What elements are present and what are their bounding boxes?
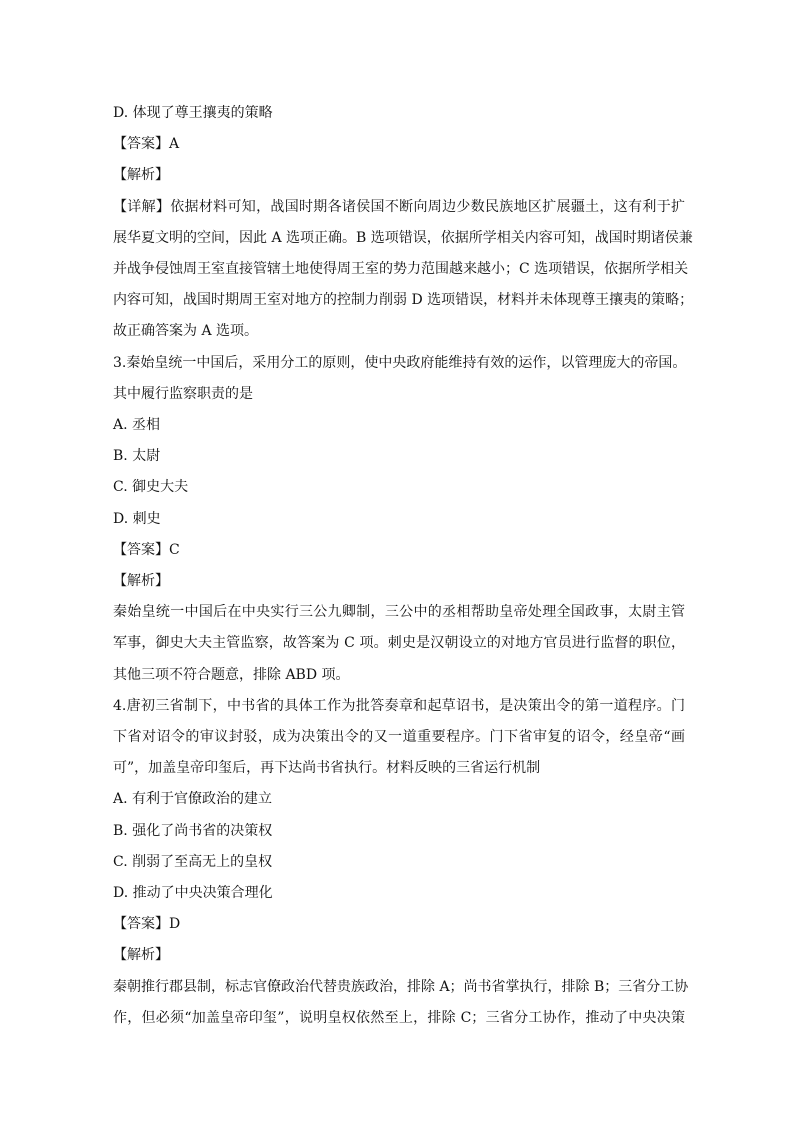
answer-q3: 【答案】C bbox=[113, 542, 180, 558]
option-a-q4: A. 有利于官僚政治的建立 bbox=[113, 791, 273, 807]
analysis-label-q4: 【解析】 bbox=[113, 947, 169, 963]
option-d-q2: D. 体现了尊王攘夷的策略 bbox=[113, 105, 273, 121]
analysis-label-q2: 【解析】 bbox=[113, 167, 169, 183]
option-c-q3: C. 御史大夫 bbox=[113, 479, 189, 495]
option-d-q4: D. 推动了中央决策合理化 bbox=[113, 885, 273, 901]
explanation-q3-line-1: 秦始皇统一中国后在中央实行三公九卿制，三公中的丞相帮助皇帝处理全国政事，太尉主管 bbox=[113, 604, 685, 620]
question-4-line-1: 4.唐初三省制下，中书省的具体工作为批答奏章和起草诏书，是决策出令的第一道程序。门 bbox=[113, 698, 685, 714]
option-b-q3: B. 太尉 bbox=[113, 448, 161, 464]
answer-q2: 【答案】A bbox=[113, 136, 180, 152]
question-3-line-1: 3.秦始皇统一中国后，采用分工的原则，使中央政府能维持有效的运作，以管理庞大的帝国。 bbox=[113, 355, 687, 371]
explanation-q3-line-2: 军事，御史大夫主管监察，故答案为 C 项。刺史是汉朝设立的对地方官员进行监督的职位， bbox=[113, 635, 685, 651]
explanation-q2-line-4: 内容可知，战国时期周王室对地方的控制力削弱 D 选项错误，材料并未体现尊王攘夷的策略； bbox=[113, 292, 694, 308]
analysis-label-q3: 【解析】 bbox=[113, 573, 169, 589]
explanation-q2-line-1: 【详解】依据材料可知，战国时期各诸侯国不断向周边少数民族地区扩展疆土，这有利于扩 bbox=[113, 199, 685, 215]
explanation-q2-line-3: 并战争侵蚀周王室直接管辖土地使得周王室的势力范围越来越小；C 选项错误，依据所学相关 bbox=[113, 261, 689, 277]
explanation-q4-line-1: 秦朝推行郡县制，标志官僚政治代替贵族政治，排除 A；尚书省掌执行，排除 B；三省分工协 bbox=[113, 979, 689, 995]
option-a-q3: A. 丞相 bbox=[113, 417, 161, 433]
question-3-line-2: 其中履行监察职责的是 bbox=[113, 386, 253, 402]
option-c-q4: C. 削弱了至高无上的皇权 bbox=[113, 854, 273, 870]
explanation-q3-line-3: 其他三项不符合题意，排除 ABD 项。 bbox=[113, 667, 350, 683]
question-4-line-3: 可”，加盖皇帝印玺后，再下达尚书省执行。材料反映的三省运行机制 bbox=[113, 760, 541, 776]
question-4-line-2: 下省对诏令的审议封驳，成为决策出令的又一道重要程序。门下省审复的诏令，经皇帝“画 bbox=[113, 729, 685, 745]
option-b-q4: B. 强化了尚书省的决策权 bbox=[113, 823, 273, 839]
explanation-q4-line-2: 作，但必须“加盖皇帝印玺”，说明皇权依然至上，排除 C；三省分工协作，推动了中央决策 bbox=[113, 1010, 685, 1026]
answer-q4: 【答案】D bbox=[113, 916, 181, 932]
option-d-q3: D. 刺史 bbox=[113, 511, 161, 527]
explanation-q2-line-5: 故正确答案为 A 选项。 bbox=[113, 323, 259, 339]
explanation-q2-line-2: 展华夏文明的空间，因此 A 选项正确。B 选项错误，依据所学相关内容可知，战国时期诸侯兼 bbox=[113, 230, 693, 246]
